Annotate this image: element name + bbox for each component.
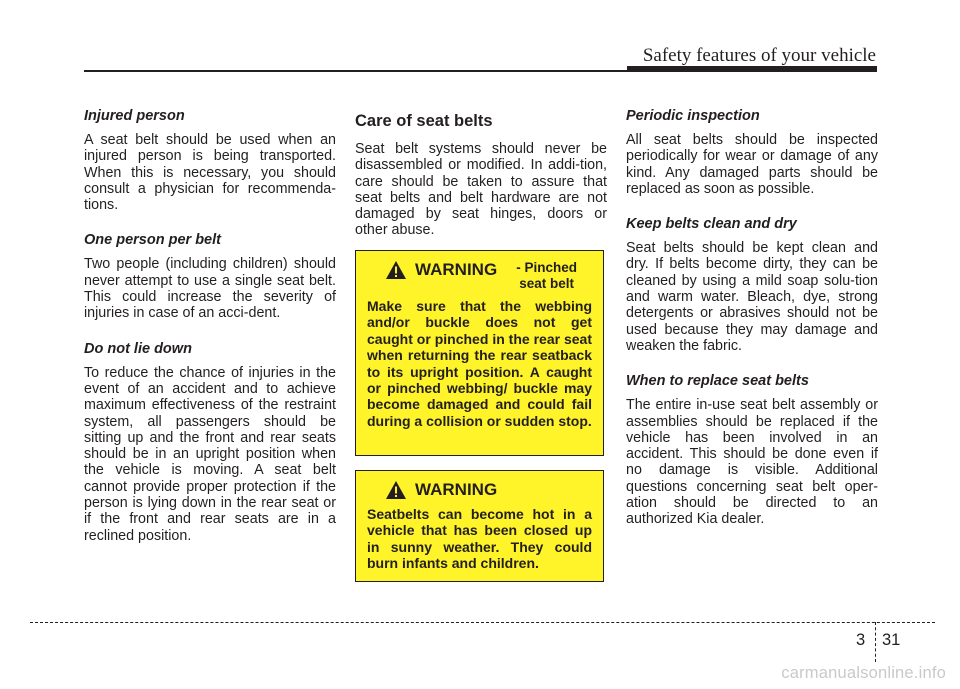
chapter-number: 3	[856, 631, 866, 649]
text-keep-belts-clean: Seat belts should be kept clean and dry. If belts become dirty, they can be cleaned by using a mild soap solu-tion and warm water. Bleach, dye, strong detergents or abrasives should not be used because they may damage and weaken the fabric.	[626, 240, 878, 354]
heading-do-not-lie-down: Do not lie down	[84, 340, 192, 357]
warning-text-pinched-seat-belt: Make sure that the webbing and/or buckle does not get caught or pinched in the rear seat when returning the rear seatback to its upright position. A caught or pinched webbing/ buckle may become damaged and could fail during a collision or sudden stop.	[367, 298, 592, 429]
warning-triangle-icon	[385, 260, 407, 280]
heading-when-to-replace: When to replace seat belts	[626, 373, 809, 390]
heading-injured-person: Injured person	[84, 108, 185, 124]
warning-subtitle: - Pinched seat belt	[516, 260, 577, 291]
text-when-to-replace: The entire in-use seat belt assembly or assemblies should be replaced if the vehicle has been involved in an accident. This should be done even if no damage is visible. Additional questions concerning seat belt oper-ation should be directed to an authorized Kia dealer.	[626, 397, 878, 528]
warning-label: WARNING	[415, 480, 498, 499]
footer-rule	[30, 622, 935, 623]
heading-periodic-inspection: Periodic inspection	[626, 108, 760, 124]
column-left	[84, 108, 336, 563]
header-rule-accent	[627, 66, 877, 72]
heading-keep-belts-clean: Keep belts clean and dry	[626, 216, 797, 233]
column-middle	[355, 108, 607, 258]
section-title-care-of-seat-belts: Care of seat belts	[355, 112, 493, 130]
page-header-title: Safety features of your vehicle	[642, 45, 876, 66]
watermark: carmanualsonline.info	[781, 664, 946, 682]
warning-box-pinched-seat-belt	[355, 250, 604, 456]
warning-triangle-icon	[385, 480, 407, 500]
heading-one-person-per-belt: One person per belt	[84, 232, 221, 249]
text-care-of-seat-belts: Seat belt systems should never be disassembled or modified. In addi-tion, care should be taken to assure that seat belts and belt hardware are not damaged by seat hinges, doors or other abuse.	[355, 141, 607, 239]
warning-label: WARNING	[415, 260, 498, 279]
warning-text-hot-seatbelts: Seatbelts can become hot in a vehicle that has been closed up in sunny weather. They could burn infants and children.	[367, 506, 592, 572]
column-right	[626, 108, 878, 547]
text-injured-person: A seat belt should be used when an injured person is being transported. When this is necessary, you should consult a physician for recommenda-tions.	[84, 132, 336, 214]
page-number: 31	[882, 631, 901, 649]
text-periodic-inspection: All seat belts should be inspected periodically for wear or damage of any kind. Any damaged parts should be replaced as soon as possible.	[626, 132, 878, 197]
text-do-not-lie-down: To reduce the chance of injuries in the event of an accident and to achieve maximum effectiveness of the restraint system, all passengers should be sitting up and the front and rear seats should be in an upright position when the vehicle is moving. A seat belt cannot provide proper protection if the person is lying down in the rear seat or if the front and rear seats are in a reclined position.	[84, 364, 336, 544]
text-one-person-per-belt: Two people (including children) should never attempt to use a single seat belt. This could increase the severity of injuries in case of an acci-dent.	[84, 256, 336, 322]
page-number-separator	[875, 622, 876, 662]
warning-box-hot-seatbelts	[355, 470, 604, 582]
